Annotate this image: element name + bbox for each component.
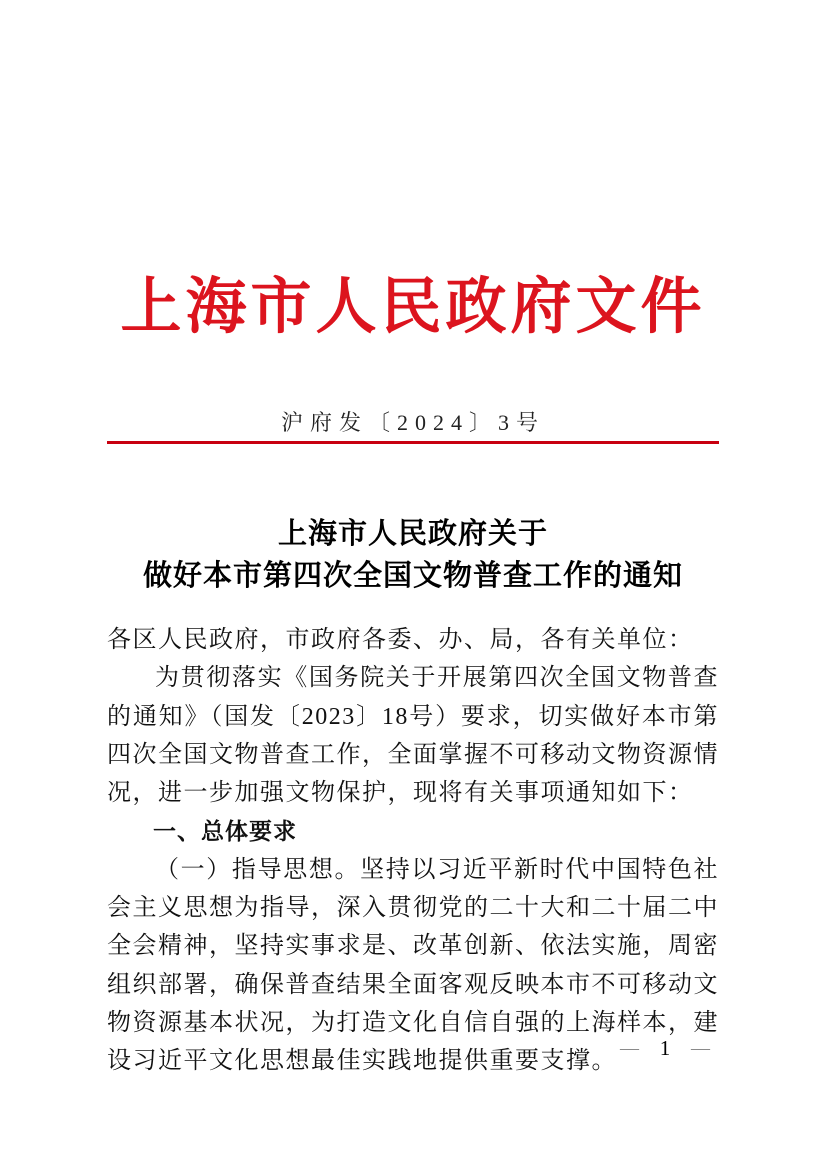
salutation-line: 各区人民政府，市政府各委、办、局，各有关单位： <box>107 627 694 653</box>
page-number-dash-right: — <box>691 1037 710 1059</box>
red-divider-line <box>107 441 719 444</box>
document-title-line1: 上海市人民政府关于 <box>277 518 548 550</box>
page-number-dash-left: — <box>620 1037 639 1059</box>
government-document-banner: 上海市人民政府文件 <box>120 274 706 341</box>
paragraph-intro: 为贯彻落实《国务院关于开展第四次全国文物普查的通知》（国发〔2023〕18号）要求，切实做好本市第四次全国文物普查工作，全面掌握不可移动文物资源情况，进一步加强文物保护，现将有关事项通知如下： <box>107 665 719 807</box>
page-number <box>620 1036 710 1061</box>
document-title <box>0 513 826 597</box>
paragraph-guiding-ideology-text: 坚持以习近平新时代中国特色社会主义思想为指导，深入贯彻党的二十大和二十届二中全会精神，坚持实事求是、改革创新、依法实施，周密组织部署，确保普查结果全面客观反映本市不可移动文物资源基本状况，为打造文化自信自强的上海样本，建设习近平文化思想最佳实践地提供重要支撑。 <box>107 856 720 1075</box>
document-body <box>107 621 719 1081</box>
page-number-value: 1 <box>659 1036 671 1060</box>
document-title-line2: 做好本市第四次全国文物普查工作的通知 <box>142 560 683 592</box>
document-number: 沪府发〔2024〕3号 <box>280 410 545 435</box>
section-heading-overall-requirements: 一、总体要求 <box>153 818 297 845</box>
paragraph-guiding-ideology-lead: （一）指导思想。 <box>155 856 361 883</box>
